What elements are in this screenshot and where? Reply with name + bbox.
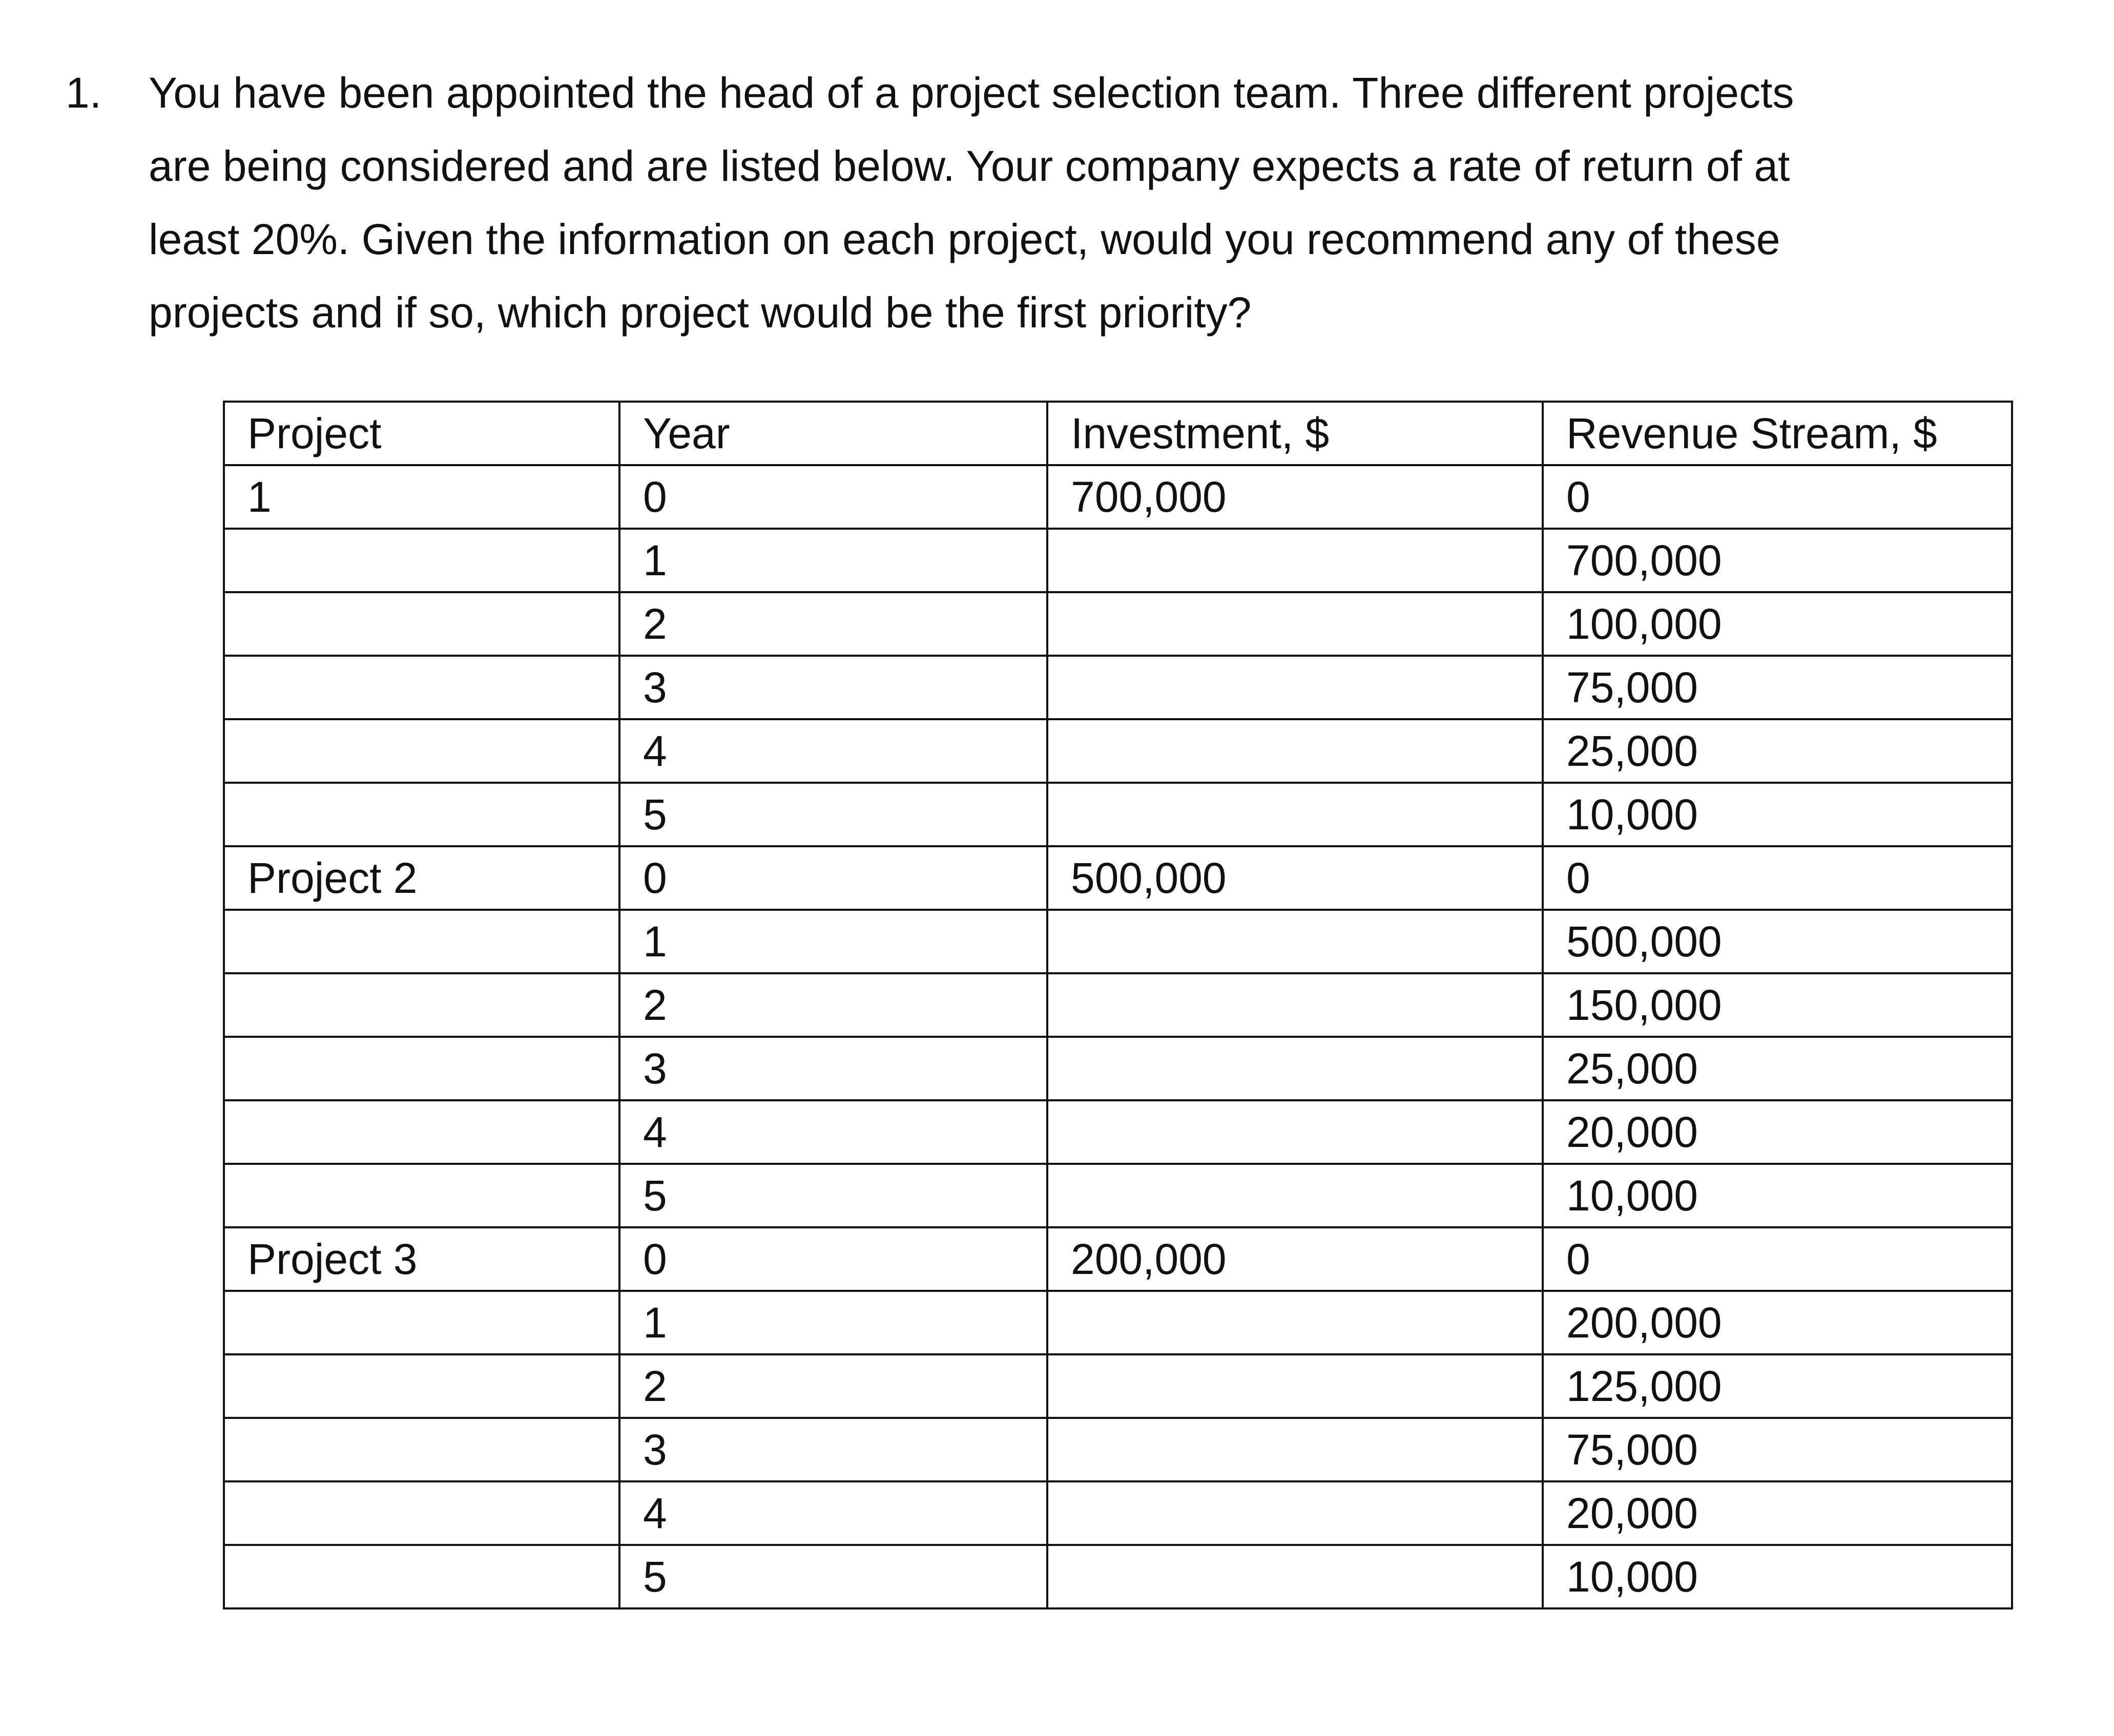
- cell-investment: [1047, 1418, 1543, 1481]
- cell-year: 2: [619, 1354, 1047, 1418]
- cell-year: 1: [619, 1291, 1047, 1354]
- cell-investment: [1047, 1545, 1543, 1608]
- header-year: Year: [619, 402, 1047, 465]
- cell-revenue: 0: [1543, 1227, 2012, 1291]
- cell-revenue: 125,000: [1543, 1354, 2012, 1418]
- cell-investment: [1047, 1354, 1543, 1418]
- cell-year: 0: [619, 1227, 1047, 1291]
- cell-year: 4: [619, 719, 1047, 783]
- table-row: [224, 910, 2012, 973]
- cell-investment: [1047, 783, 1543, 846]
- cell-revenue: 700,000: [1543, 529, 2012, 592]
- cell-year: 3: [619, 1037, 1047, 1100]
- cell-year: 3: [619, 656, 1047, 719]
- cell-project: [224, 1418, 619, 1481]
- cell-project: 1: [224, 465, 619, 529]
- cell-year: 0: [619, 846, 1047, 910]
- question-line: projects and if so, which project would be the first priority?: [149, 288, 1252, 337]
- cell-revenue: 10,000: [1543, 1545, 2012, 1608]
- cell-revenue: 25,000: [1543, 719, 2012, 783]
- cell-year: 4: [619, 1100, 1047, 1164]
- header-project: Project: [224, 402, 619, 465]
- cell-investment: [1047, 592, 1543, 656]
- cell-investment: 200,000: [1047, 1227, 1543, 1291]
- cell-project: [224, 1545, 619, 1608]
- cell-project: Project 3: [224, 1227, 619, 1291]
- projects-table: [223, 401, 2013, 1609]
- table-row: [224, 719, 2012, 783]
- cell-revenue: 10,000: [1543, 783, 2012, 846]
- cell-revenue: 10,000: [1543, 1164, 2012, 1227]
- table-row: [224, 1100, 2012, 1164]
- cell-revenue: 0: [1543, 846, 2012, 910]
- cell-project: [224, 592, 619, 656]
- cell-project: [224, 1100, 619, 1164]
- cell-year: 5: [619, 783, 1047, 846]
- cell-investment: [1047, 1037, 1543, 1100]
- cell-project: [224, 656, 619, 719]
- cell-investment: [1047, 1291, 1543, 1354]
- cell-revenue: 100,000: [1543, 592, 2012, 656]
- question-line: least 20%. Given the information on each project, would you recommend any of these: [149, 215, 1780, 263]
- cell-investment: 700,000: [1047, 465, 1543, 529]
- table-row: [224, 529, 2012, 592]
- cell-project: [224, 719, 619, 783]
- header-revenue-stream: Revenue Stream, $: [1543, 402, 2012, 465]
- cell-project: [224, 1164, 619, 1227]
- cell-year: 5: [619, 1164, 1047, 1227]
- table-row: [224, 1037, 2012, 1100]
- cell-investment: [1047, 656, 1543, 719]
- cell-investment: [1047, 910, 1543, 973]
- cell-year: 3: [619, 1418, 1047, 1481]
- cell-project: [224, 973, 619, 1037]
- question-text: [149, 56, 2044, 349]
- table-row: [224, 1227, 2012, 1291]
- cell-investment: [1047, 1481, 1543, 1545]
- cell-project: [224, 1291, 619, 1354]
- table-row: [224, 1164, 2012, 1227]
- table-row: [224, 846, 2012, 910]
- table-row: [224, 1418, 2012, 1481]
- cell-revenue: 75,000: [1543, 1418, 2012, 1481]
- table-row: [224, 1545, 2012, 1608]
- table-row: [224, 592, 2012, 656]
- cell-investment: [1047, 973, 1543, 1037]
- cell-revenue: 150,000: [1543, 973, 2012, 1037]
- cell-year: 2: [619, 973, 1047, 1037]
- cell-project: [224, 1354, 619, 1418]
- cell-project: [224, 910, 619, 973]
- cell-revenue: 200,000: [1543, 1291, 2012, 1354]
- cell-investment: 500,000: [1047, 846, 1543, 910]
- table-row: [224, 1291, 2012, 1354]
- cell-investment: [1047, 529, 1543, 592]
- question-number: 1.: [66, 69, 102, 117]
- cell-project: [224, 1037, 619, 1100]
- table-row: [224, 1354, 2012, 1418]
- cell-year: 4: [619, 1481, 1047, 1545]
- cell-year: 1: [619, 529, 1047, 592]
- cell-revenue: 0: [1543, 465, 2012, 529]
- cell-revenue: 25,000: [1543, 1037, 2012, 1100]
- cell-investment: [1047, 1100, 1543, 1164]
- table-row: [224, 465, 2012, 529]
- cell-revenue: 75,000: [1543, 656, 2012, 719]
- table-row: [224, 783, 2012, 846]
- cell-revenue: 500,000: [1543, 910, 2012, 973]
- cell-year: 5: [619, 1545, 1047, 1608]
- cell-revenue: 20,000: [1543, 1481, 2012, 1545]
- cell-year: 0: [619, 465, 1047, 529]
- cell-investment: [1047, 719, 1543, 783]
- header-investment: Investment, $: [1047, 402, 1543, 465]
- table-row: [224, 1481, 2012, 1545]
- cell-project: [224, 783, 619, 846]
- table-row: [224, 973, 2012, 1037]
- cell-project: Project 2: [224, 846, 619, 910]
- cell-revenue: 20,000: [1543, 1100, 2012, 1164]
- question-line: You have been appointed the head of a project selection team. Three different projects: [149, 69, 1794, 117]
- cell-project: [224, 529, 619, 592]
- table-row: [224, 656, 2012, 719]
- table-header-row: [224, 402, 2012, 465]
- question-line: are being considered and are listed below. Your company expects a rate of return of at: [149, 142, 1790, 190]
- cell-year: 2: [619, 592, 1047, 656]
- cell-year: 1: [619, 910, 1047, 973]
- cell-project: [224, 1481, 619, 1545]
- cell-investment: [1047, 1164, 1543, 1227]
